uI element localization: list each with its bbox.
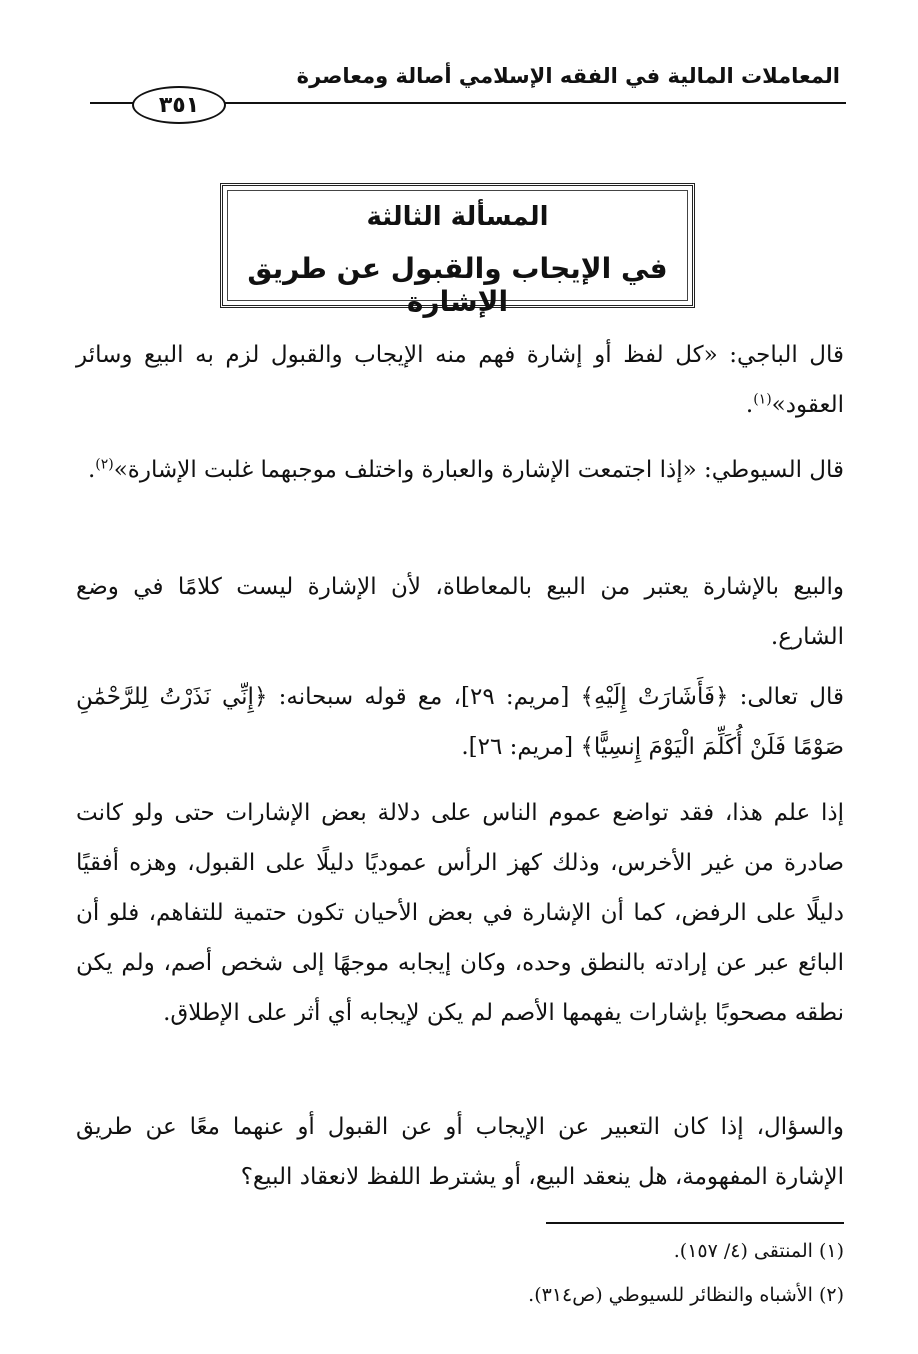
paragraph-text: قال تعالى: ﴿فَأَشَارَتْ إِلَيْهِ﴾ [مريم: ٢٩]، مع قوله سبحانه: ﴿إِنِّي نَذَرْتُ لِلرَّحْمَٰنِ صَوْمًا فَلَنْ أُكَلِّمَ الْيَوْمَ إِنسِيًّا﴾ [مريم: ٢٦]. — [76, 684, 844, 760]
paragraph-text: والسؤال، إذا كان التعبير عن الإيجاب أو عن القبول أو عنهما معًا عن طريق الإشارة المفهومة، هل ينعقد البيع، أو يشترط اللفظ لانعقاد البيع؟ — [76, 1114, 844, 1190]
paragraph-text: قال السيوطي: «إذا اجتمعت الإشارة والعبارة واختلف موجبهما غلبت الإشارة» — [113, 457, 844, 483]
paragraph-end: . — [87, 457, 96, 483]
paragraph-explanation — [76, 788, 844, 1038]
paragraph-question — [76, 1102, 844, 1202]
section-title: في الإيجاب والقبول عن طريق الإشارة — [247, 252, 668, 318]
paragraph-text: والبيع بالإشارة يعتبر من البيع بالمعاطاة، لأن الإشارة ليست كلامًا في وضع الشارع. — [76, 574, 844, 650]
footnote-ref: (١) — [753, 391, 772, 408]
paragraph-quran — [76, 672, 844, 772]
paragraph-baji — [76, 330, 844, 430]
footnote-1: (١) المنتقى (٤/ ١٥٧). — [673, 1240, 844, 1262]
footnote-ref: (٢) — [95, 456, 114, 473]
book-title: المعاملات المالية في الفقه الإسلامي أصالة ومعاصرة — [296, 64, 840, 88]
footnote-2: (٢) الأشباه والنظائر للسيوطي (ص٣١٤). — [528, 1284, 844, 1306]
paragraph-muaatat — [76, 562, 844, 662]
paragraph-suyuti — [76, 445, 844, 495]
paragraph-text: قال الباجي: «كل لفظ أو إشارة فهم منه الإيجاب والقبول لزم به البيع وسائر العقود» — [76, 342, 844, 418]
page-number: ٣٥١ — [132, 86, 226, 124]
footnote-rule — [546, 1222, 844, 1224]
paragraph-end: . — [745, 392, 754, 418]
section-number: المسألة الثالثة — [366, 202, 549, 232]
paragraph-text: إذا علم هذا، فقد تواضع عموم الناس على دلالة بعض الإشارات حتى ولو كانت صادرة من غير الأخرس، وذلك كهز الرأس عموديًا دليلًا على القبول، وهزه أفقيًا دليلًا على الرفض، كما أن الإشارة في بعض الأحيان تكون حتمية للتفاهم، فلو أن البائع عبر عن إرادته بالنطق وحده، وكان إيجابه موجهًا إلى شخص أصم، ولم يكن نطقه مصحوبًا بإشارات يفهمها الأصم لم يكن لإيجابه أي أثر على الإطلاق. — [76, 800, 844, 1026]
running-header — [90, 58, 846, 118]
section-title-box — [220, 183, 695, 318]
